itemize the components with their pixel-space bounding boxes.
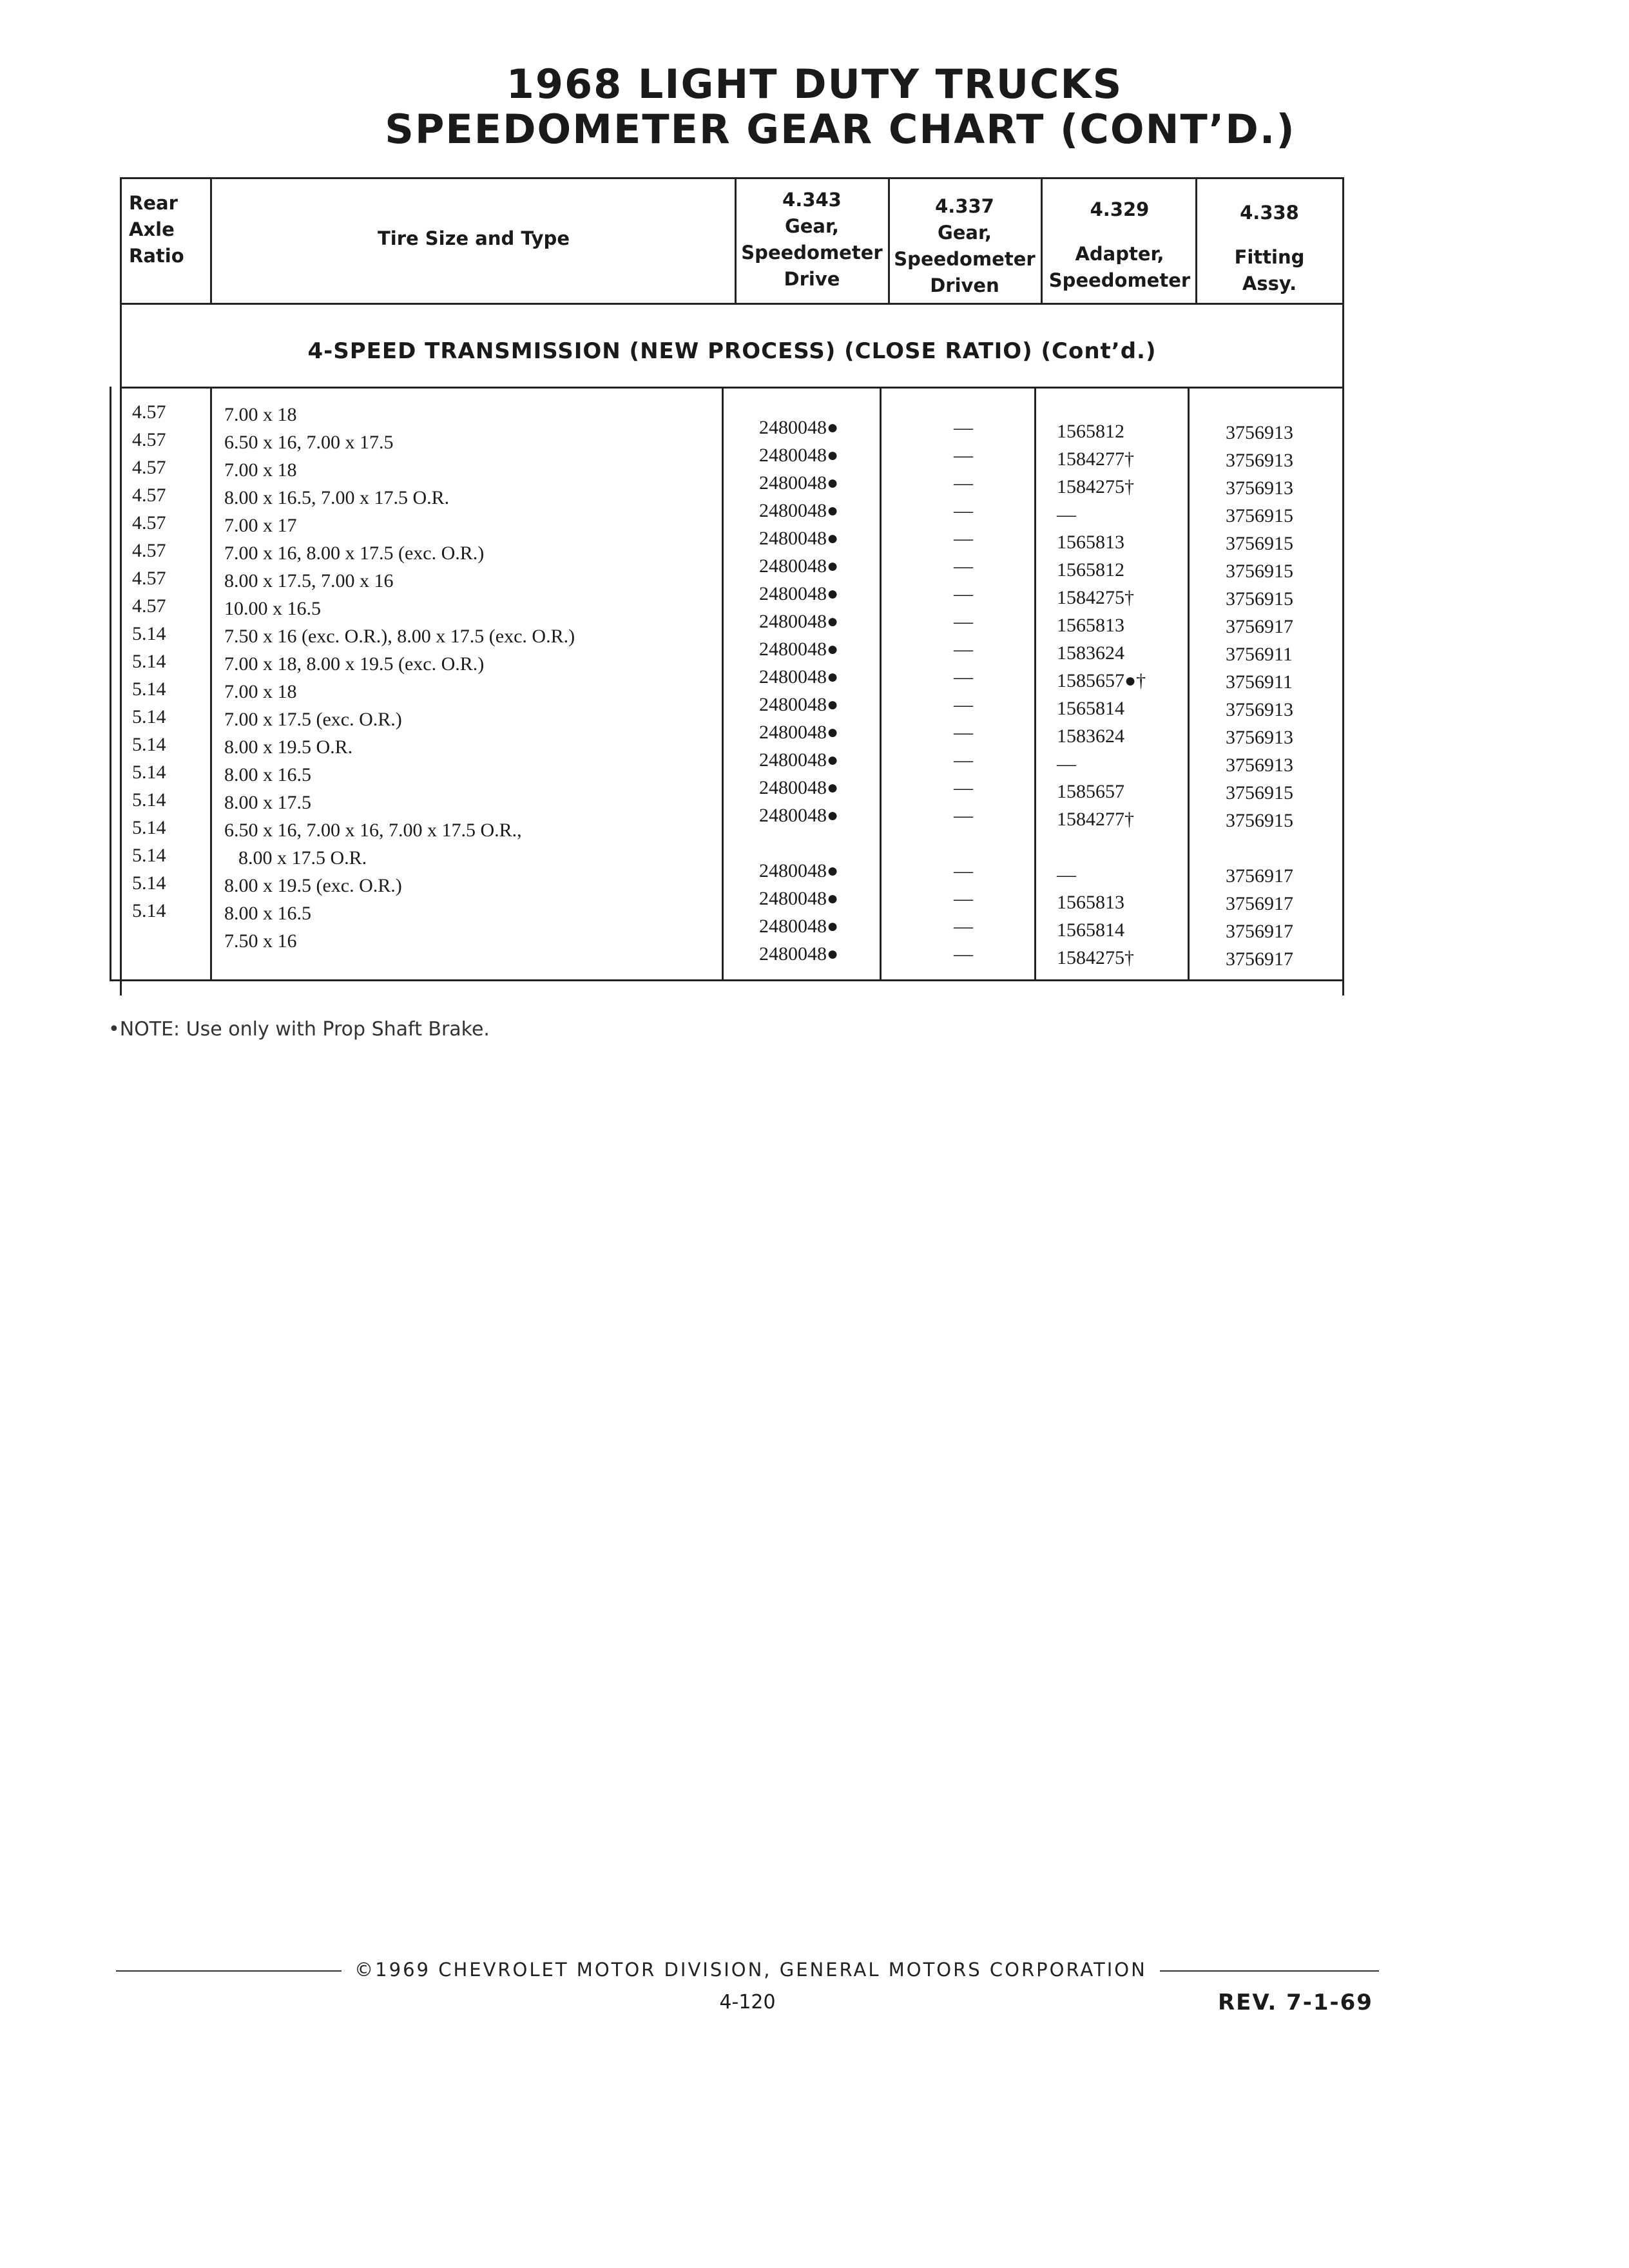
blank-cell (1226, 834, 1342, 862)
ratio-cell: 5.14 (132, 734, 166, 755)
driven-cell: — (954, 583, 973, 604)
adapter-cell: 1565812 (1057, 559, 1124, 581)
driven-cell: — (954, 445, 973, 466)
driven-cell: — (954, 722, 973, 743)
fitting-cell: 3756915 (1226, 588, 1293, 610)
table-bottom-rule (110, 979, 1344, 981)
fitting-cell: 3756911 (1226, 644, 1293, 665)
drive-cell: 2480048● (759, 888, 839, 909)
ratio-cell: 5.14 (132, 623, 166, 644)
drive-cell: 2480048● (759, 583, 839, 604)
fitting-cell: 3756915 (1226, 505, 1293, 526)
ratio-cell: 5.14 (132, 706, 166, 727)
fitting-cell: 3756915 (1226, 810, 1293, 831)
ratio-cell: 4.57 (132, 401, 166, 423)
ratio-cell: 5.14 (132, 651, 166, 672)
adapter-cell: — (1057, 753, 1076, 774)
col-divider-ratio-head (210, 177, 212, 303)
drive-cell: 2480048● (759, 916, 839, 937)
tire-cell: 8.00 x 16.5 (224, 903, 311, 924)
section-bottom-rule (120, 387, 1344, 389)
driven-cell: — (954, 417, 973, 438)
fitting-cell: 3756913 (1226, 699, 1293, 720)
tire-cell: 7.00 x 18 (224, 459, 297, 481)
drive-cell: 2480048● (759, 555, 839, 577)
page-number: 4-120 (719, 1991, 776, 2013)
tire-cell: 6.50 x 16, 7.00 x 17.5 (224, 432, 394, 453)
ratio-cell: 5.14 (132, 845, 166, 866)
fitting-cell: 3756915 (1226, 561, 1293, 582)
driven-cell: — (954, 749, 973, 771)
driven-cell: — (954, 805, 973, 826)
tire-column (224, 401, 714, 955)
driven-cell: — (954, 943, 973, 965)
adapter-cell: 1565814 (1057, 698, 1124, 719)
fitting-cell: 3756917 (1226, 948, 1293, 970)
tire-cell: 7.00 x 18 (224, 681, 297, 702)
header-fitting: 4.338 Fitting Assy. (1234, 202, 1305, 294)
adapter-cell: 1584275† (1057, 947, 1134, 968)
fitting-cell: 3756913 (1226, 727, 1293, 748)
page-subtitle: SPEEDOMETER GEAR CHART (CONT’D.) (385, 106, 1296, 153)
adapter-cell: 1584275† (1057, 587, 1134, 608)
revision-date: REV. 7-1-69 (1218, 1990, 1373, 2015)
driven-cell: — (954, 611, 973, 632)
tire-cell: 8.00 x 17.5, 7.00 x 16 (224, 570, 394, 591)
ratio-cell: 5.14 (132, 762, 166, 783)
table-right-rule (1342, 387, 1344, 981)
drive-cell: 2480048● (759, 472, 839, 494)
col-divider-adapter (1188, 387, 1190, 981)
fitting-cell: 3756917 (1226, 893, 1293, 914)
adapter-column (1057, 418, 1186, 972)
ratio-cell: 5.14 (132, 872, 166, 894)
tire-cell: 7.00 x 17 (224, 515, 297, 536)
drive-cell: 2480048● (759, 417, 839, 438)
driven-cell: — (954, 472, 973, 494)
fitting-cell: 3756917 (1226, 921, 1293, 942)
driven-cell: — (954, 694, 973, 715)
driven-cell: — (954, 555, 973, 577)
adapter-cell: 1585657 (1057, 781, 1124, 802)
adapter-cell: 1585657●† (1057, 670, 1146, 691)
drive-cell: 2480048● (759, 777, 839, 798)
adapter-cell: 1565814 (1057, 919, 1124, 941)
adapter-cell: 1583624 (1057, 726, 1124, 747)
col-divider-adapter-head (1195, 177, 1197, 303)
tire-cell: 8.00 x 19.5 O.R. (224, 736, 353, 758)
col-divider-tire (722, 387, 724, 981)
header-driven-gear: 4.337 Gear, Speedometer Driven (894, 195, 1036, 296)
drive-cell: 2480048● (759, 722, 839, 743)
ratio-cell: 5.14 (132, 817, 166, 838)
adapter-cell: 1584277† (1057, 448, 1134, 470)
tire-cell: 8.00 x 16.5 (224, 764, 311, 785)
tire-cell: 7.00 x 18, 8.00 x 19.5 (exc. O.R.) (224, 653, 485, 675)
tire-cell: 8.00 x 17.5 O.R. (238, 847, 367, 869)
header-adapter: 4.329 Adapter, Speedometer (1048, 198, 1191, 291)
driven-cell: — (954, 666, 973, 687)
adapter-cell: 1583624 (1057, 642, 1124, 664)
fitting-cell: 3756913 (1226, 450, 1293, 471)
copyright-line: ©1969 CHEVROLET MOTOR DIVISION, GENERAL MOTORS CORPORATION (354, 1959, 1147, 1981)
header-drive-gear: 4.343 Gear, Speedometer Drive (741, 189, 883, 290)
ratio-cell: 4.57 (132, 595, 166, 617)
drive-cell: 2480048● (759, 943, 839, 965)
ratio-cell: 5.14 (132, 678, 166, 700)
adapter-cell: — (1057, 864, 1076, 885)
fitting-cell: 3756917 (1226, 616, 1293, 637)
adapter-cell: 1584277† (1057, 809, 1134, 830)
ratio-cell: 4.57 (132, 512, 166, 533)
driven-cell: — (954, 500, 973, 521)
fitting-cell: 3756915 (1226, 533, 1293, 554)
tire-cell: 7.00 x 17.5 (exc. O.R.) (224, 709, 402, 730)
fitting-cell: 3756913 (1226, 754, 1293, 776)
drive-cell: 2480048● (759, 860, 839, 881)
fitting-cell: 3756915 (1226, 782, 1293, 803)
col-divider-drive-head (888, 177, 890, 303)
header-tire-size: Tire Size and Type (377, 227, 570, 249)
ratio-cell: 4.57 (132, 540, 166, 561)
adapter-cell: 1565813 (1057, 532, 1124, 553)
drive-gear-column (759, 414, 888, 968)
driven-cell: — (954, 528, 973, 549)
fitting-cell: 3756911 (1226, 671, 1293, 693)
adapter-cell: — (1057, 504, 1076, 525)
ratio-cell: 5.14 (132, 789, 166, 811)
tire-cell: 7.50 x 16 (224, 930, 297, 952)
drive-cell: 2480048● (759, 639, 839, 660)
table-left-rule (110, 387, 111, 981)
tire-cell: 7.50 x 16 (exc. O.R.), 8.00 x 17.5 (exc. O.R.) (224, 626, 575, 647)
col-divider-driven (1034, 387, 1036, 981)
drive-cell: 2480048● (759, 500, 839, 521)
adapter-cell: 1565813 (1057, 892, 1124, 913)
driven-cell: — (954, 888, 973, 909)
tire-cell: 8.00 x 19.5 (exc. O.R.) (224, 875, 402, 896)
header-bottom-rule (120, 303, 1344, 305)
tire-cell: 6.50 x 16, 7.00 x 16, 7.00 x 17.5 O.R., (224, 820, 522, 841)
fitting-cell: 3756913 (1226, 477, 1293, 499)
adapter-cell: 1565813 (1057, 615, 1124, 636)
drive-cell: 2480048● (759, 445, 839, 466)
ratio-cell: 4.57 (132, 485, 166, 506)
ratio-cell: 4.57 (132, 457, 166, 478)
driven-cell: — (954, 777, 973, 798)
driven-gear-column (925, 414, 1002, 968)
ratio-cell: 4.57 (132, 429, 166, 450)
col-divider-driven-head (1041, 177, 1043, 303)
tire-cell: 7.00 x 18 (224, 404, 297, 425)
tire-cell: 8.00 x 16.5, 7.00 x 17.5 O.R. (224, 487, 450, 508)
drive-cell: 2480048● (759, 805, 839, 826)
ratio-column (132, 398, 209, 925)
drive-cell: 2480048● (759, 749, 839, 771)
driven-cell: — (954, 860, 973, 881)
driven-cell: — (954, 639, 973, 660)
blank-cell (925, 829, 1002, 857)
ratio-cell: 5.14 (132, 900, 166, 921)
adapter-cell: 1565812 (1057, 421, 1124, 442)
drive-cell: 2480048● (759, 666, 839, 687)
header-rear-axle-ratio: Rear Axle Ratio (129, 192, 184, 267)
fitting-column (1226, 419, 1342, 973)
blank-cell (1057, 833, 1186, 861)
fitting-cell: 3756913 (1226, 422, 1293, 443)
footer-rule-left (116, 1970, 342, 1972)
adapter-cell: 1584275† (1057, 476, 1134, 497)
drive-cell: 2480048● (759, 694, 839, 715)
tire-cell: 7.00 x 16, 8.00 x 17.5 (exc. O.R.) (224, 543, 485, 564)
blank-cell (759, 829, 888, 857)
page-title: 1968 LIGHT DUTY TRUCKS (506, 61, 1123, 108)
driven-cell: — (954, 916, 973, 937)
ratio-cell: 4.57 (132, 568, 166, 589)
drive-cell: 2480048● (759, 611, 839, 632)
drive-cell: 2480048● (759, 528, 839, 549)
fitting-cell: 3756917 (1226, 865, 1293, 887)
footnote: •NOTE: Use only with Prop Shaft Brake. (108, 1018, 490, 1041)
footer-rule-right (1160, 1970, 1379, 1972)
col-divider-ratio (210, 387, 212, 981)
section-title: 4-SPEED TRANSMISSION (NEW PROCESS) (CLOSE RATIO) (Cont’d.) (307, 338, 1157, 364)
col-divider-tire-head (735, 177, 737, 303)
tire-cell: 10.00 x 16.5 (224, 598, 321, 619)
tire-cell: 8.00 x 17.5 (224, 792, 311, 813)
